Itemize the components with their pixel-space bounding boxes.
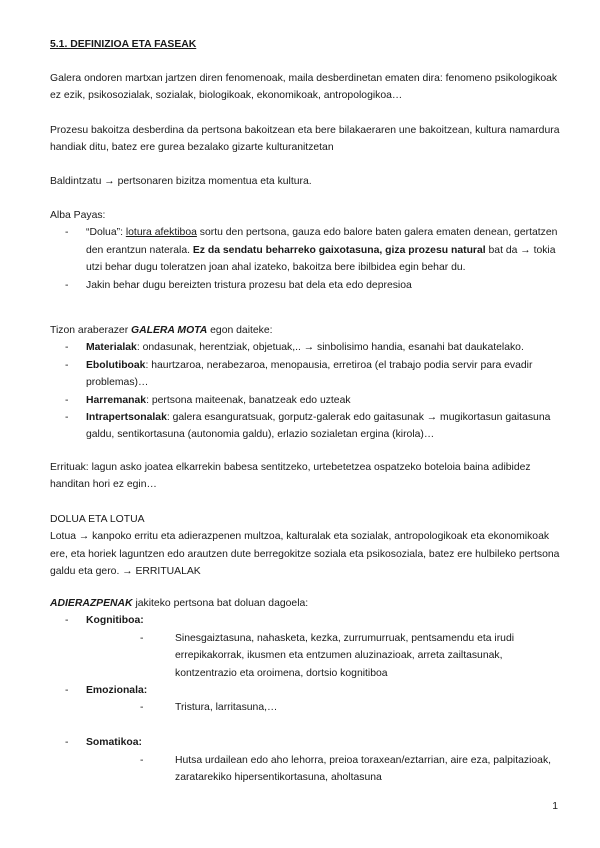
dolua-text: Lotua → kanpoko erritu eta adierazpenen multzoa, kalturalak eta sozialak, antropologikoak eta ekonomikoak ere, eta horiek laguntzen edo arautzen dute berregokitze soziala eta psikosoziala, batez ere hulbileko pertsona galdu eta gero. → ERRITUALAK — [50, 531, 560, 578]
adierazpenak-list — [50, 612, 562, 786]
adierazpenak-section — [50, 595, 562, 786]
list-item: - “Dolua”: lotura afektiboa sortu den pertsona, gauza edo balore baten galera ematen denean, gertatzen den erantzun naterala. Ez da sendatu beharreko gaixotasuna, giza prozesu natural bat da → tokia utzi behar dugu toleratzen joan ahal izateko, bakoitza bere ibilbidea egin behar du. — [50, 224, 562, 276]
list-item: - Harremanak: pertsona maiteenak, banatzeak edo uzteak — [50, 392, 562, 409]
list-item: - Somatikoa: - Hutsa urdailean edo aho lehorra, preioa toraxean/eztarrian, aire eza, palpitazioak, zaratarekiko hipersentikortasuna, aholtasuna — [50, 734, 562, 786]
adierazpenak-intro: ADIERAZPENAK jakiteko pertsona bat doluan dagoela: — [50, 598, 309, 609]
paragraph-baldintzatu: Baldintzatu → pertsonaren bizitza momentua eta kultura. — [50, 176, 312, 187]
sublist — [86, 699, 562, 716]
paragraph-errituak: Errituak: lagun asko joatea elkarrekin babesa sentitzeko, urtebetetzea ospatzeko boteloia baina adibidez handitan hori ez egin… — [50, 462, 531, 491]
alba-list — [50, 224, 562, 294]
spacer — [50, 717, 562, 734]
tizon-section — [50, 322, 562, 444]
list-item: - Materialak: ondasunak, herentziak, objetuak,.. → sinbolisimo handia, esanahi bat daukatelako. — [50, 339, 562, 356]
paragraph-prozesu: Prozesu bakoitza desberdina da pertsona bakoitzean eta bere bilakaeraren une bakoitzean, kultura namardura handiak ditu, batez ere gurea bezalako gizarte kulturanitzetan — [50, 125, 560, 154]
section-title: 5.1. DEFINIZIOA ETA FASEAK — [50, 39, 197, 50]
paragraph-galera: Galera ondoren martxan jartzen diren fenomenoak, maila desberdinetan ematen dira: fenomeno psikologikoak ez ezik, psikosozialak, sozialak, biologikoak, ekonomikoak, antropologikoa… — [50, 73, 558, 102]
galera-mota-list — [50, 339, 562, 443]
list-item: - Jakin behar dugu bereizten tristura prozesu bat dela eta edo depresioa — [50, 277, 562, 294]
page-number: 1 — [552, 801, 558, 812]
sublist — [86, 752, 562, 787]
sublist — [86, 630, 562, 682]
list-item: - Ebolutiboak: haurtzaroa, nerabezaroa, menopausia, erretiroa (el trabajo podia servir para evadir problemas)… — [50, 357, 562, 392]
sublist-item: - Sinesgaiztasuna, nahasketa, kezka, zurrumurruak, pentsamendu eta irudi errepikakorrak, ikusmen eta entzumen aluzinazioak, arreta zailtasunak, kontzentrazio eta oroimena, dortsio kognitiboa — [86, 630, 562, 682]
list-item: - Kognitiboa: - Sinesgaiztasuna, nahasketa, kezka, zurrumurruak, pentsamendu eta irudi errepikakorrak, ikusmen eta entzumen aluzinazioak, arreta zailtasunak, kontzentrazio eta oroimena, dortsio kognitiboa — [50, 612, 562, 682]
list-item: - Emozionala: - Tristura, larritasuna,… — [50, 682, 562, 717]
tizon-intro: Tizon araberazer GALERA MOTA egon daiteke: — [50, 325, 273, 336]
sublist-item: - Hutsa urdailean edo aho lehorra, preioa toraxean/eztarrian, aire eza, palpitazioak, zaratarekiko hipersentikortasuna, aholtasuna — [86, 752, 562, 787]
alba-intro: Alba Payas: — [50, 210, 106, 221]
dolua-section — [50, 511, 562, 581]
dolua-heading: DOLUA ETA LOTUA — [50, 514, 145, 525]
alba-payas-section — [50, 207, 562, 294]
list-item: - Intrapertsonalak: galera esanguratsuak, gorputz-galerak edo gaitasunak → mugikortasun gaitasuna galdu, sentikortasuna (autonomia galdu), erlazio sozialetan ergina (kirola)… — [50, 409, 562, 444]
sublist-item: - Tristura, larritasuna,… — [86, 699, 562, 716]
